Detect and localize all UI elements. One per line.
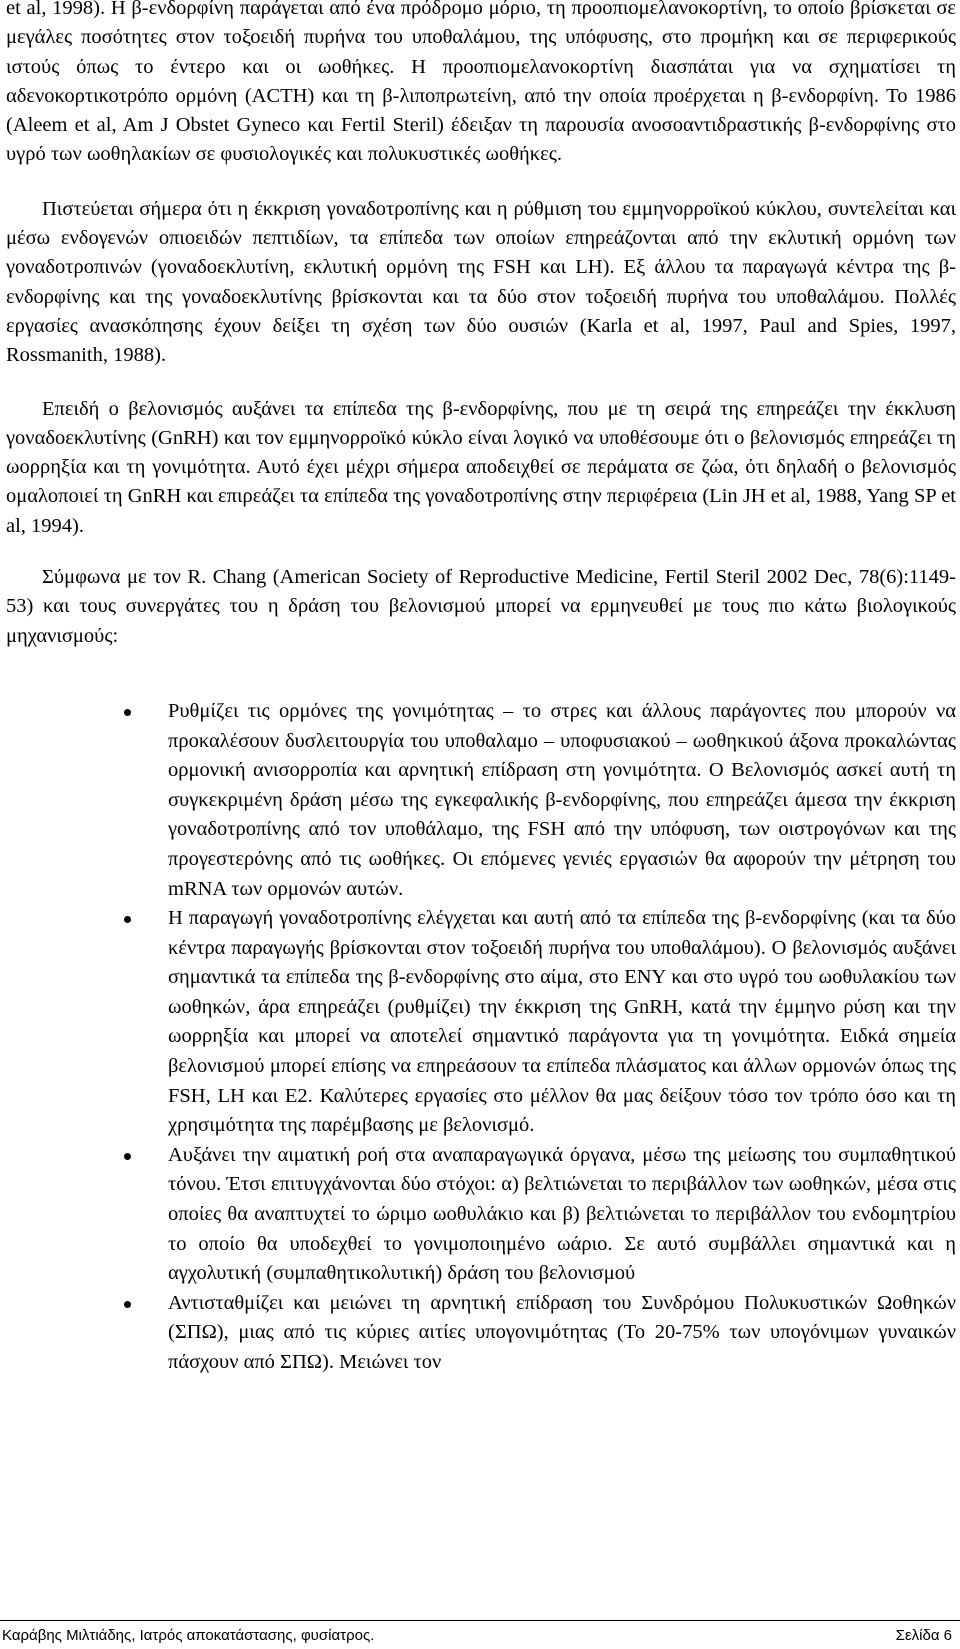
list-item [0, 697, 960, 904]
bullet-icon [124, 1153, 131, 1160]
bullet-icon [124, 1301, 131, 1308]
bullet-icon [124, 916, 131, 923]
paragraph-chang-mechanisms: Σύμφωνα με τον R. Chang (American Society of Reproductive Medicine, Fertil Steril 2002 Dec, 78(6):1149-53) και τους συνεργάτες του η δράση του βελονισμού μπορεί να ερμηνευθεί με τους πιο κάτω βιολογικούς μηχανισμούς: [6, 566, 956, 647]
list-item-text: Αυξάνει την αιματική ροή στα αναπαραγωγικά όργανα, μέσω της μείωσης του συμπαθητικού τόνου. Έτσι επιτυγχάνονται δύο στόχοι: α) βελτιώνεται το περιβάλλον των ωοθηκών, μέσα στις οποίες θα αναπτυχτεί το ώριμο ωοθυλάκιο και β) βελτιώνεται το περιβάλλον του ενδομητρίου το οποίο θα υποδεχθεί το γονιμοποιημένο ωάριο. Σε αυτό συμβάλλει σημαντικά και η αγχολυτική (συμπαθητικολυτική) δράση του βελονισμού [168, 1143, 956, 1285]
list-item [0, 1141, 960, 1289]
list-item-text: Αντισταθμίζει και μειώνει τη αρνητική επίδραση του Συνδρόμου Πολυκυστικών Ωοθηκών (ΣΠΩ), μιας από τις κύριες αιτίες υπογονιμότητας (Το 20-75% των υπογόνιμων γυναικών πάσχουν από ΣΠΩ). Μειώνει τον [168, 1291, 956, 1373]
paragraph-acupuncture-ovulation: Επειδή ο βελονισμός αυξάνει τα επίπεδα της β-ενδορφίνης, που με τη σειρά της επηρεάζει την έκκλυση γοναδοεκλυτίνης (GnRH) και τον εμμηνορροϊκό κύκλο είναι λογικό να υποθέσουμε ότι ο βελονισμός επηρεάζει τη ωορρηξία και τη γονιμότητα. Αυτό έχει μέχρι σήμερα αποδειχθεί σε περάματα σε ζώα, ότι δηλαδή ο βελονισμός ομαλοποιεί τη GnRH και επιρεάζει τα επίπεδα της γοναδοτροπίνης στην περιφέρεια (Lin JH et al, 1988, Yang SP et al, 1994). [6, 397, 956, 537]
list-item-text: Ρυθμίζει τις ορμόνες της γονιμότητας – το στρες και άλλους παράγοντες που μπορούν να προκαλέσουν δυσλειτουργία του υποθαλαμο – υποφυσιακού – ωοθηκικού άξονα προκαλώντας ορμονική ανισορροπία και αρνητική επίδραση στη γονιμότητα. Ο Βελονισμός ασκεί αυτή τη συγκεκριμένη δράση μέσω της εγκεφαλικής β-ενδορφίνης, που επηρεάζει άμεσα την έκκριση γοναδοτροπίνης από τον υποθάλαμο, της FSH από την υπόφυση, των οιστρογόνων και της προγεστερόνης από τις ωοθήκες. Οι επόμενες γενιές εργασιών θα αφορούν την μέτρηση του mRNA των ορμονών αυτών. [168, 699, 956, 900]
paragraph-gonadotropin-regulation: Πιστεύεται σήμερα ότι η έκκριση γοναδοτροπίνης και η ρύθμιση του εμμηνορροϊκού κύκλου, συντελείται και μέσω ενδογενών οπιοειδών πεπτιδίων, τα επίπεδα των οποίων επηρεάζονται από την εκλυτική ορμόνη των γοναδοτροπινών (γοναδοεκλυτίνη, εκλυτική ορμόνη της FSH και LH). Εξ άλλου τα παραγωγά κέντρα της β-ενδορφίνης και της γοναδοεκλυτίνης βρίσκονται και τα δύο στον τοξοειδή πυρήνα του υποθαλάμου. Πολλές εργασίες ανασκόπησης έχουν δείξει τη σχέση των δύο ουσιών (Karla et al, 1997, Paul and Spies, 1997, Rossmanith, 1988). [6, 197, 956, 367]
list-item-text: Η παραγωγή γοναδοτροπίνης ελέγχεται και αυτή από τα επίπεδα της β-ενδορφίνης (και τα δύο κέντρα παραγωγής βρίσκονται στον τοξοειδή πυρήνα του υποθαλάμου). Ο βελονισμός αυξάνει σημαντικά τα επίπεδα της β-ενδορφίνης στο αίμα, στο ENY και στο υγρό του ωοθυλακίου των ωοθηκών, άρα επηρεάζει (ρυθμίζει) την έκκριση της GnRH, κατά την έμμηνο ρύση και την ωορρηξία και μπορεί να αποτελεί σημαντικό παράγοντα για τη γονιμότητα. Ειδκά σημεία βελονισμού μπορεί επίσης να επηρεάσουν τα επίπεδα πλάσματος και άλλων ορμονών όπως της FSH, LH και E2. Καλύτερες εργασίες στο μέλλον θα μας δείξουν τόσο τον τρόπο όσο και τη χρησιμότητα της παρέμβασης με βελονισμό. [168, 907, 956, 1137]
footer-author: Καράβης Μιλτιάδης, Ιατρός αποκατάστασης, φυσίατρος. [2, 1627, 375, 1644]
mechanisms-list [0, 697, 960, 1378]
bullet-icon [124, 709, 131, 716]
list-item [0, 1289, 960, 1378]
list-item [0, 904, 960, 1141]
footer-divider [0, 1620, 960, 1621]
page-number: Σελίδα 6 [895, 1627, 952, 1644]
paragraph-beta-endorphin-origin: et al, 1998). Η β-ενδορφίνη παράγεται από ένα πρόδρομο μόριο, τη προοπιομελανοκορτίνη, το οποίο βρίσκεται σε μεγάλες ποσότητες στον τοξοειδή πυρήνα του υποθαλάμου, της υπόφυσης, στο προμήκη και σε περιφερικούς ιστούς όπως το έντερο και οι ωοθήκες. Η προοπιομελανοκορτίνη διασπάται για να σχηματίσει τη αδενοκορτικοτρόπο ορμόνη (ACTH) και τη β-λιποπρωτείνη, από την οποία προέρχεται η β-ενδορφίνη. Το 1986 (Aleem et al, Am J Obstet Gyneco και Fertil Steril) έδειξαν τη παρουσία ανοσοαντιδραστικής β-ενδορφίνης στο υγρό των ωοθηλακίων σε φυσιολογικές και πολυκυστικές ωοθήκες. [6, 0, 956, 166]
